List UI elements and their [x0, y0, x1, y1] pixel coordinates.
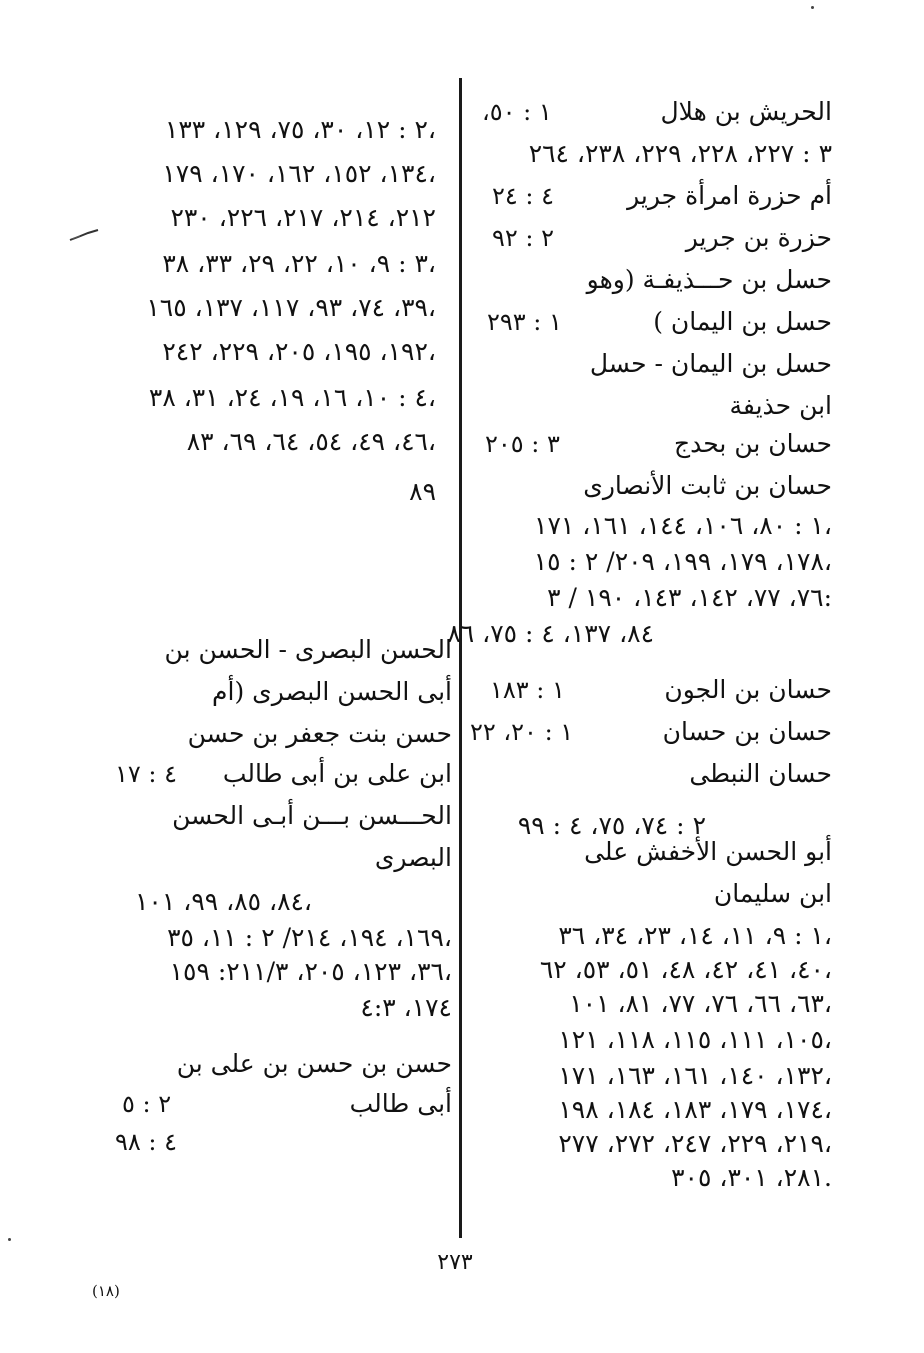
reference-line: ٣٩، ٧٤، ٩٣، ١١٧، ١٣٧، ١٦٥،: [146, 293, 436, 322]
entry-reference: ٤ : ١٧: [115, 760, 178, 788]
reference-line: ٤٠، ٤١، ٤٢، ٤٨، ٥١، ٥٣، ٦٢،: [539, 955, 832, 984]
reference-line: ١٧٤، ٤:٣: [360, 993, 452, 1022]
reference-line: ١٩٢، ١٩٥، ٢٠٥، ٢٢٩، ٢٤٢،: [162, 337, 436, 366]
reference-line: ١٧٨، ١٧٩، ١٩٩، ٢٠٩/ ٢ : ١٥،: [533, 547, 832, 576]
entry-heading: أبو الحسن الأخفش على: [584, 837, 832, 866]
entry-heading: حسن بنت جعفر بن حسن: [187, 719, 452, 748]
entry-heading: حسل بن اليمان - حسل: [589, 349, 832, 378]
reference-line: ٧٦، ٧٧، ١٤٢، ١٤٣، ١٩٠ / ٣:: [547, 583, 832, 612]
entry-heading: ابن حذيفة: [729, 391, 832, 420]
reference-line: ١٠٥، ١١١، ١١٥، ١١٨، ١٢١،: [558, 1025, 832, 1054]
entry-reference: ١ : ١٨٣: [490, 676, 565, 704]
reference-line: ٣٦، ١٢٣، ٢٠٥، ٢١١/٣: ١٥٩،: [169, 957, 452, 986]
entry-heading: الحريش بن هلال: [660, 97, 832, 126]
page-speck: [8, 1238, 11, 1241]
reference-line: ١٣٢، ١٤٠، ١٦١، ١٦٣، ١٧١،: [558, 1061, 832, 1090]
reference-line: ١٦٩، ١٩٤، ٢١٤/ ٢ : ١١، ٣٥،: [167, 923, 452, 952]
reference-line: ٢٨١، ٣٠١، ٣٠٥.: [671, 1163, 832, 1192]
signature-mark: (١٨): [92, 1282, 120, 1300]
entry-reference: ١ : ٥٠،: [482, 98, 552, 126]
reference-line: ١٧٤، ١٧٩، ١٨٣، ١٨٤، ١٩٨،: [558, 1095, 832, 1124]
reference-line: ٨٤، ١٣٧، ٤ : ٧٥، ٨٦: [447, 619, 654, 648]
page-number: ٢٧٣: [437, 1250, 473, 1275]
reference-line: ٢١٢، ٢١٤، ٢١٧، ٢٢٦، ٢٣٠: [170, 203, 436, 232]
reference-line: ٣ : ٢٢٧، ٢٢٨، ٢٢٩، ٢٣٨، ٢٦٤: [528, 139, 832, 168]
reference-line: ٤ : ١٠، ١٦، ١٩، ٢٤، ٣١، ٣٨،: [148, 383, 436, 412]
reference-line: ٢ : ١٢، ٣٠، ٧٥، ١٢٩، ١٣٣،: [164, 115, 436, 144]
entry-heading: حسل بن حـــذيفـة (وهو: [586, 265, 832, 294]
entry-heading: أبى الحسن البصرى (أم: [212, 677, 452, 706]
entry-heading: حسان بن الجون: [664, 675, 832, 704]
reference-line: ٨٩: [409, 477, 436, 506]
reference-line: ٣ : ٩، ١٠، ٢٢، ٢٩، ٣٣، ٣٨،: [162, 249, 436, 278]
entry-heading: حسان النبطى: [689, 759, 832, 788]
entry-heading: البصرى: [374, 843, 452, 872]
entry-reference: ٣ : ٢٠٥: [485, 430, 560, 458]
entry-reference: ١ : ٢٩٣: [487, 308, 562, 336]
entry-heading: حسن بن حسن بن على بن: [176, 1049, 452, 1078]
entry-reference: ٤ : ٩٨: [115, 1128, 178, 1156]
pencil-mark: [68, 228, 102, 242]
reference-line: ١ : ٩، ١١، ١٤، ٢٣، ٣٤، ٣٦،: [558, 921, 832, 950]
reference-line: ٤٦، ٤٩، ٥٤، ٦٤، ٦٩، ٨٣،: [186, 427, 436, 456]
reference-line: ٦٣، ٦٦، ٧٦، ٧٧، ٨١، ١٠١،: [569, 989, 832, 1018]
entry-heading: حسان بن بحدج: [674, 429, 832, 458]
reference-line: ٢١٩، ٢٢٩، ٢٤٧، ٢٧٢، ٢٧٧،: [558, 1129, 832, 1158]
entry-heading: الحسن البصرى - الحسن بن: [164, 635, 452, 664]
entry-reference: ٢ : ٥: [122, 1090, 172, 1118]
entry-heading: ابن سليمان: [713, 879, 832, 908]
reference-line: ١ : ٨٠، ١٠٦، ١٤٤، ١٦١، ١٧١،: [534, 511, 832, 540]
column-divider: [459, 78, 462, 1238]
entry-heading: أبى طالب: [349, 1089, 452, 1118]
entry-heading: ابن على بن أبى طالب: [222, 759, 452, 788]
reference-line: ١٣٤، ١٥٢، ١٦٢، ١٧٠، ١٧٩،: [162, 159, 436, 188]
entry-heading: حزرة بن جرير: [685, 223, 832, 252]
entry-heading: حسان بن حسان: [662, 717, 832, 746]
entry-reference: ١ : ٢٠، ٢٢: [470, 718, 574, 746]
reference-line: ٨٤، ٨٥، ٩٩، ١٠١،: [135, 887, 312, 916]
page-speck: [811, 6, 814, 9]
entry-reference: ٢ : ٩٢: [492, 224, 555, 252]
reference-line: ٢ : ٧٤، ٧٥، ٤ : ٩٩: [517, 811, 706, 840]
entry-heading: الحـــسن بـــن أبـى الحسن: [172, 801, 452, 830]
entry-reference: ٤ : ٢٤: [492, 182, 555, 210]
entry-heading: حسل بن اليمان ): [653, 307, 832, 336]
entry-heading: أم حزرة امرأة جرير: [627, 181, 832, 210]
entry-heading: حسان بن ثابت الأنصارى: [583, 471, 832, 500]
